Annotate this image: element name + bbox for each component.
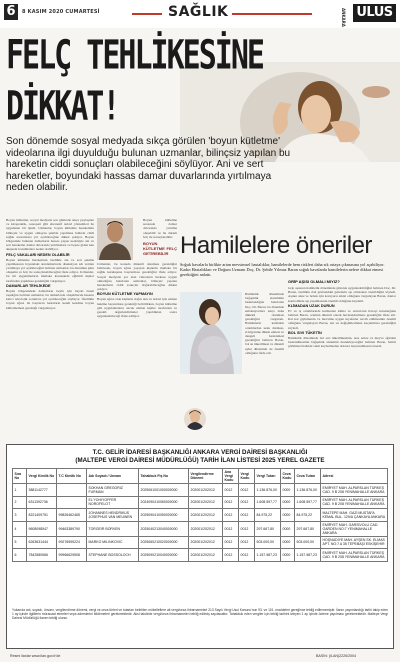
column-header: Vergi Tutarı bbox=[255, 469, 281, 484]
article2-column-2 bbox=[288, 286, 396, 442]
body-paragraph: Hamilelik döneminde bağışıklık sisteminin baskılandığını hatırlatan Doç. Dr. Baran, bu dönemde enfeksiyonlara karşı daha dikkatli olunması gerektiğini vurguladı. Hamilelerin kalabalık ortamlardan uzak durması, el hijyenine dikkat etmesi ve dengeli beslenmesi gerektiğini belirten Baran, bol su tüketilmesi ve düzenli uyku düzeninin de önemli olduğunu ifade etti. bbox=[245, 292, 284, 355]
table-cell: 99276595224 bbox=[57, 536, 87, 549]
subheading: GRİP AŞISI OLMALI MIYIZ? bbox=[288, 279, 340, 284]
table-cell: 99826462465 bbox=[57, 509, 87, 522]
table-cell: 0000 bbox=[281, 509, 295, 522]
headline-line-2: DİKKAT! bbox=[6, 83, 119, 131]
table-cell: 84.975,22 bbox=[255, 509, 281, 522]
quote-text: Boyun kütletme sırasında damar duvarında yırtılma oluşabilir ve bu durum felç ile sonuçlanabilir. bbox=[143, 218, 177, 239]
table-cell: 1 bbox=[13, 484, 27, 497]
table-row bbox=[13, 484, 388, 497]
table-cell: 99966629508 bbox=[57, 549, 87, 562]
issue-date: 8 KASIM 2020 CUMARTESİ bbox=[22, 9, 100, 15]
column-header: Ana Vergi Kodu bbox=[223, 469, 239, 484]
table-cell: 1.608.597,77 bbox=[255, 496, 281, 509]
article2-lead: Soğuk havalarla birlikte artan mevsimsel hastalıklar, hamilelerde hem riskleri daha sık ortaya çıkmasına yol açabiliyor. Kadın Hastalıkları ve Doğum Uzmanı Doç. Dr. Şebile Yılmaz Baran soğuk havalarda hamilelerin nelere dikkat etmesi gerektiğini anlattı. bbox=[180, 262, 385, 277]
table-cell bbox=[57, 496, 87, 509]
footer-right: BASIN: (ILAN)2226/2004 bbox=[316, 654, 357, 658]
table-cell: 4 bbox=[13, 521, 27, 536]
table-cell: 6 bbox=[13, 549, 27, 562]
headline-line-1: FELÇ TEHLİKESİNE bbox=[6, 32, 263, 80]
body-paragraph: Uzmanlar, bu konuda dikkatli olunması gerektiğini belirterek, boyun ağrısı yaşayan kişilerin mutlaka bir sağlık kuruluşuna başvurması gerektiğini ifade ediyor. Sosyal medyada yer alan videoların herkese uygun olmadığını hatırlatan uzmanlar, bilinçsiz yapılan hareketlerin ciddi sonuçlar doğurabileceğine dikkat çekiyor. bbox=[97, 262, 177, 292]
table-header-row bbox=[13, 469, 388, 484]
body-paragraph: Hamilelik döneminde bol sıvı tüketilmesinin, taze sebze ve meyve ağırlıklı beslenilmesinin bağışıklık sistemini destekleyeceğini belirten Baran, belirti görülmesi halinde vakit kaybetmeden doktora başvurulmasını önerdi. bbox=[288, 335, 396, 349]
footer-left: Resmi ilanlar www.ilan.gov.tr'de bbox=[10, 654, 61, 658]
table-cell: 0012 bbox=[223, 509, 239, 522]
table-body bbox=[13, 484, 388, 562]
table-cell bbox=[57, 484, 87, 497]
table-cell: 202001/202012 bbox=[189, 536, 223, 549]
table-cell: 297.667,80 bbox=[295, 521, 321, 536]
table-row bbox=[13, 496, 388, 509]
table-cell: 0012 bbox=[239, 549, 255, 562]
table-cell: 0000 bbox=[281, 484, 295, 497]
table-cell: 503.000,00 bbox=[255, 536, 281, 549]
table-cell: 2025040213040000000 bbox=[139, 521, 189, 536]
notice-title-1: T.C. GELİR İDARESİ BAŞKANLIĞI ANKARA VERGİ DAİRESİ BAŞKANLIĞI bbox=[92, 449, 308, 456]
notice-title-2: (MALTEPE VERGİ DAİRESİ MÜDÜRLÜĞÜ) TARİH İLAN LİSTESİ 2025 YEREL GAZETE bbox=[75, 457, 325, 464]
doctor-photo bbox=[97, 218, 133, 260]
table-cell: 1.136.876,00 bbox=[295, 484, 321, 497]
table-cell: 9608098547 bbox=[27, 521, 57, 536]
table-cell: HOŞNUDİYE MAH. AYŞEN SK. ELMAS APT. NO:7 A 35 TEPEBAŞI ESKİŞEHİR bbox=[321, 536, 388, 549]
table-cell: 3 bbox=[13, 509, 27, 522]
table-cell: MALTEPE MAH. GAZİ MUSTAFA KEMAL BUL. 129/A ÇANKAYA ANKARA bbox=[321, 509, 388, 522]
table-cell: EL'YOHIYOFFER NOROFELOT bbox=[87, 496, 139, 509]
table-cell: 202001/202012 bbox=[189, 521, 223, 536]
column-header: T.C Kimlik No bbox=[57, 469, 87, 484]
body-paragraph: Ev ve iş ortamlarında kullanılan klima ve ısıtıcıların havayı kuruttuğunu belirten Baran, ortamın düzenli olarak havalandırılması gerektiğini ifade etti. Kat kat giyinmenin ve mevsime uygun kıyafetler tercih edilmesinin önemli olduğunu vurgulayan Baran, ani ısı değişimlerinden kaçınılması gerektiğini söyledi. bbox=[288, 308, 396, 330]
body-paragraph: Boyun kütletme, sosyal medyada son günlerde sıkça paylaşılan ve kiropraktik, osteopati gibi alternatif tedavi yöntemleri ile uygulanan bir işlem. Uzmanlar, boyun kütletme hareketinin bilinçsiz ve uygun olmayan şekilde yapılması halinde ciddi sağlık sorunlarına yol açabileceğine dikkat çekiyor. Boyun bölgesinde bulunan damarların hassas yapısı nedeniyle ani ve sert hareketler damar duvarında yırtılmalara ve beyne giden kan akışında bozulmalara neden olabiliyor. bbox=[6, 218, 94, 252]
pull-quote bbox=[143, 218, 177, 294]
column-header: Adresi bbox=[321, 469, 388, 484]
table-cell: 202001/202012 bbox=[189, 549, 223, 562]
quote-heading: BOYUN KÜTLETME FELÇ GETİREBİLİR bbox=[143, 241, 177, 257]
newspaper-logo: ULUS bbox=[353, 4, 396, 22]
article1-column-1 bbox=[6, 218, 94, 428]
table-cell: 0000 bbox=[281, 549, 295, 562]
table-cell: 0012 bbox=[239, 509, 255, 522]
table-cell: 8221409751 bbox=[27, 509, 57, 522]
subheading: BOL SIVI TÜKETİN bbox=[288, 330, 322, 335]
table-cell: 2025060210020000000 bbox=[139, 536, 189, 549]
body-paragraph: Boyun ağrısı olan kişilerin doğru tanı ve tedavi için uzman hekime başvurması gerektiği belirtilirken, boyun kütletme gibi uygulamaların ancak uzman kişiler tarafından ve gerekli değerlendirmeler yapıldıktan sonra uygulanabileceği ifade ediliyor. bbox=[97, 297, 177, 319]
section-rule-left bbox=[132, 13, 162, 15]
column-header: Ceza Tutarı bbox=[295, 469, 321, 484]
table-cell: 2025090210040000000 bbox=[139, 549, 189, 562]
column-header: Vergi Kimlik No bbox=[27, 469, 57, 484]
table-cell: 7842580566 bbox=[27, 549, 57, 562]
column-header: Sıra No bbox=[13, 469, 27, 484]
table-cell: 2 bbox=[13, 496, 27, 509]
table-cell: 0012 bbox=[239, 521, 255, 536]
body-paragraph: Grip aşısının hamilelik döneminde güvenle uygulanabildiğini belirten Doç. Dr. Baran, özellikle risk grubundaki gebelerin aşı olmasının önerildiğini söyledi. Aşının anne ve bebek için koruyucu etkisi olduğunu vurgulayan Baran, doktor kontrolünde aşı yapılmasının önemli olduğunu kaydetti. bbox=[288, 286, 396, 303]
table-cell: 1.608.597,77 bbox=[295, 496, 321, 509]
section-title: SAĞLIK bbox=[168, 4, 229, 20]
table-cell: 297.667,80 bbox=[255, 521, 281, 536]
table-cell: 202001/202012 bbox=[189, 484, 223, 497]
table-cell: JOHANNES HENDRIKUS JOSEPHUS VAN MEUWEN bbox=[87, 509, 139, 522]
table-cell: 2025061001000000000 bbox=[139, 484, 189, 497]
table-cell: 0012 bbox=[223, 484, 239, 497]
table-cell: 0012 bbox=[239, 484, 255, 497]
table-cell: EMİRYET MAH. ALPARSLAN TÜRKEŞ CAD. 9 B 208 YENİMAHALLE ANKARA bbox=[321, 496, 388, 509]
notice-footnote: Yukarıda adı, soyadı, ünvanı, vergilendirme dönemi, vergi ve ceza türleri ve tutarları belirtilen mükelleflere ait vergi/ceza ihbarnameleri 213 Sayılı Vergi Usul Kanunu'nun 93. ve 101. maddeleri gereğince tebliğ edilememiştir. İlanın yayımlandığı tarihi takip eden 1 ay içinde ilgililerin müracaat etmeleri veya adreslerini bildirmeleri gerekmektedir. Aksi takdirde vergi/ceza ihbarnameleri tebliğ edilmiş sayılacaktır. Tahakkuk eden vergiler için tebliğ tarihini izleyen 1 ay içinde ödeme yapılması gerekmektedir. Maltepe Vergi Dairesi Müdürlüğü ilanen tebliğ olunur. bbox=[12, 608, 388, 620]
pregnant-woman-photo bbox=[180, 292, 242, 374]
table-cell: 5 bbox=[13, 536, 27, 549]
table-row bbox=[13, 521, 388, 536]
table-cell: EMİRYET MAH. ALPARSLAN TÜRKEŞ CAD. 9 B 208 YENİMAHALLE ANKARA bbox=[321, 549, 388, 562]
column-header: Vergilendirme Dönemi bbox=[189, 469, 223, 484]
column-header: Vergi Kodu bbox=[239, 469, 255, 484]
table-cell: 0012 bbox=[239, 496, 255, 509]
subheading: FELÇ VAKALARI NEDEN OLABİLİR bbox=[6, 252, 70, 257]
table-cell: 1.157.987,23 bbox=[255, 549, 281, 562]
column-header: Ceza Kodu bbox=[281, 469, 295, 484]
table-cell: 6311392736 bbox=[27, 496, 57, 509]
column-header: Tahakkuk Fiş No bbox=[139, 469, 189, 484]
table-row bbox=[13, 536, 388, 549]
table-cell: EMİRYET MAH. ALPARSLAN TÜRKEŞ CAD. 9 B 208 YENİMAHALLE ANKARA bbox=[321, 484, 388, 497]
table-cell: 1.157.987,23 bbox=[295, 549, 321, 562]
table-cell: 1.136.876,00 bbox=[255, 484, 281, 497]
subheading: BOYUN KÜTLETME YAPMAYIN bbox=[97, 292, 153, 297]
table-cell: 0012 bbox=[223, 536, 239, 549]
table-cell: 0000 bbox=[281, 496, 295, 509]
subheading: DAMARLAR TEHLİKEDE bbox=[6, 283, 51, 288]
table-cell: 99463389790 bbox=[57, 521, 87, 536]
author-portrait bbox=[184, 408, 206, 430]
article-lead: Son dönemde sosyal medyada sıkça görülen 'boyun kütletme' videolarına ilgi duyulduğu bulunan uzmanlar, bilinçsiz yapılan bu hareketin ciddi sonuçları olabileceğini söylüyor. Ani ve sert hareketler, boyundaki hassas damar duvarlarında yırtılmaya neden olabilir. bbox=[6, 136, 291, 193]
table-row bbox=[13, 549, 388, 562]
table-cell: 3881142777 bbox=[27, 484, 57, 497]
logo-prefix: ANKARA bbox=[341, 8, 346, 27]
table-row bbox=[13, 509, 388, 522]
table-cell: 0012 bbox=[223, 549, 239, 562]
subheading: KLİMADAN UZAK DURUN bbox=[288, 303, 335, 308]
column-header: Adı Soyadı / Unvanı bbox=[87, 469, 139, 484]
table-cell: 0012 bbox=[223, 521, 239, 536]
page-number: 6 bbox=[4, 4, 18, 20]
table-cell: 0000 bbox=[281, 536, 295, 549]
section-rule-right bbox=[232, 13, 312, 15]
body-paragraph: Boyun bölgesindeki damarların beyin için hayati önem taşıdığını belirten uzmanlar, bu damarlarda oluşabilecek hasarın kalıcı nörolojik sorunlara yol açabileceğini söylüyor. Özellikle boyun ağrısı ile başvuran hastaların kendi kendine boyun kütletmemesi gerektiği vurgulanıyor. bbox=[6, 288, 94, 310]
table-cell: 0012 bbox=[239, 536, 255, 549]
table-cell: STEPHANE BOSSOLOCH bbox=[87, 549, 139, 562]
table-cell: 202001/202012 bbox=[189, 509, 223, 522]
table-cell: 84.975,22 bbox=[295, 509, 321, 522]
article2-title: Hamilelere öneriler bbox=[180, 232, 372, 259]
table-cell: MARKO MILINKOVIC bbox=[87, 536, 139, 549]
table-cell: TORGEIR BORVEN bbox=[87, 521, 139, 536]
table-cell: 2024090410060000000 bbox=[139, 496, 189, 509]
table-cell: 6263631444 bbox=[27, 536, 57, 549]
table-cell: 0012 bbox=[223, 496, 239, 509]
table-cell: 2025090410050000000 bbox=[139, 509, 189, 522]
table-cell: 0000 bbox=[281, 521, 295, 536]
notice-table bbox=[12, 468, 388, 562]
table-cell: EMİRYET MAH. GARSIVOLU CAD. GARDEN NO:7 YENİMAHALLE ANKARA bbox=[321, 521, 388, 536]
table-cell: 202001/202012 bbox=[189, 496, 223, 509]
table-cell: SOKHAN GREGORIZ FURMAN bbox=[87, 484, 139, 497]
table-cell: 503.000,00 bbox=[295, 536, 321, 549]
body-paragraph: Boyun kütletme hareketinin özellikle ani ve sert şekilde yapılmasının boyundaki atardamarlarda diseksiyon adı verilen yırtılmaya yol açabileceğini belirten uzmanlar, bu durumun pıhtı oluşumu ve felç ile sonuçlanabileceğini ifade ediyor. Uzmanlar, bu tür uygulamaların mutlaka konusunda eğitimli kişiler tarafından yapılması gerektiğini vurguluyor. bbox=[6, 257, 94, 283]
